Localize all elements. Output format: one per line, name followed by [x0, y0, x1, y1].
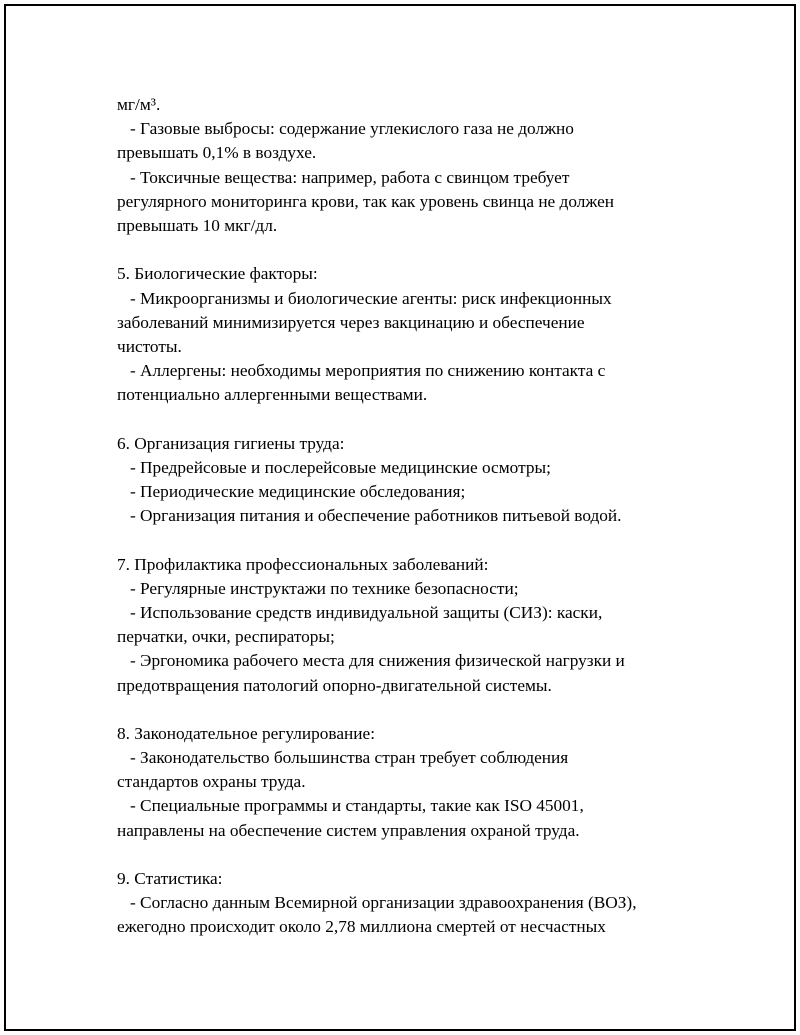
text-line: регулярного мониторинга крови, так как уровень свинца не должен [117, 191, 615, 211]
text-line: направлены на обеспечение систем управления охраной труда. [117, 820, 580, 840]
section-heading: 6. Организация гигиены труда: [117, 433, 345, 453]
text-line: - Газовые выбросы: содержание углекислого газа не должно [117, 119, 574, 139]
text-line: - Регулярные инструктажи по технике безопасности; [117, 578, 519, 598]
text-line: ежегодно происходит около 2,78 миллиона смертей от несчастных [117, 917, 606, 937]
text-line: - Микроорганизмы и биологические агенты: риск инфекционных [117, 288, 612, 308]
text-line: - Законодательство большинства стран требует соблюдения [117, 748, 569, 768]
text-line: - Токсичные вещества: например, работа с свинцом требует [117, 167, 570, 187]
text-line: чистоты. [117, 336, 182, 356]
text-line: - Согласно данным Всемирной организации здравоохранения (ВОЗ), [117, 893, 637, 913]
text-line: - Организация питания и обеспечение работников питьевой водой. [117, 506, 622, 526]
text-line: - Специальные программы и стандарты, такие как ISO 45001, [117, 796, 584, 816]
blank-line [117, 238, 707, 262]
text-line: перчатки, очки, респираторы; [117, 627, 335, 647]
blank-line [117, 407, 707, 431]
text-line: предотвращения патологий опорно-двигательной системы. [117, 675, 552, 695]
section-heading: 5. Биологические факторы: [117, 264, 318, 284]
document-body [117, 93, 707, 940]
text-line: - Периодические медицинские обследования; [117, 482, 466, 501]
text-line: превышать 10 мкг/дл. [117, 215, 278, 235]
section-heading: 8. Законодательное регулирование: [117, 723, 375, 743]
text-line: потенциально аллергенными веществами. [117, 385, 428, 405]
text-line: мг/м³. [117, 95, 161, 114]
text-line: - Использование средств индивидуальной защиты (СИЗ): каски, [117, 602, 603, 622]
blank-line [117, 698, 707, 722]
text-line: - Эргономика рабочего места для снижения физической нагрузки и [117, 651, 625, 671]
text-line: превышать 0,1% в воздухе. [117, 143, 317, 163]
text-line: стандартов охраны труда. [117, 772, 306, 792]
text-line: заболеваний минимизируется через вакцинацию и обеспечение [117, 312, 585, 332]
section-heading: 7. Профилактика профессиональных заболеваний: [117, 554, 489, 574]
blank-line [117, 843, 707, 867]
text-line: - Предрейсовые и послерейсовые медицинские осмотры; [117, 457, 551, 477]
text-line: - Аллергены: необходимы мероприятия по снижению контакта с [117, 361, 606, 381]
section-heading: 9. Статистика: [117, 869, 223, 888]
blank-line [117, 528, 707, 552]
